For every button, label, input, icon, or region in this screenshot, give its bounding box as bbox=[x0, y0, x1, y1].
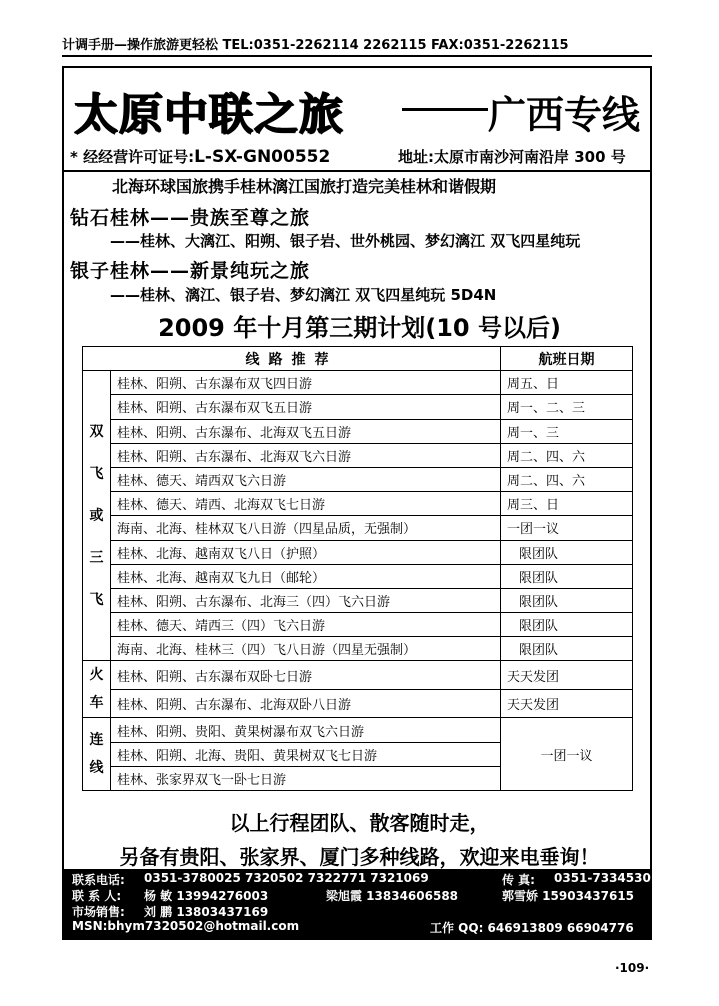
route-cell: 桂林、德天、靖西、北海双飞七日游 bbox=[111, 492, 501, 516]
route-cell: 桂林、德天、靖西双飞六日游 bbox=[111, 467, 501, 491]
table-row bbox=[83, 637, 633, 661]
days-cell: 天天发团 bbox=[501, 689, 633, 718]
person-label: 联 系 人: bbox=[72, 889, 122, 903]
top-bar: 计调手册—操作旅游更轻松 TEL:0351-2262114 2262115 FAX:0351-2262115 bbox=[62, 38, 569, 53]
table-header-row bbox=[83, 347, 633, 371]
days-cell: 周一、三 bbox=[501, 419, 633, 443]
group-label-train: 火 车 bbox=[83, 661, 111, 718]
sales-person: 刘 鹏 13803437169 bbox=[144, 905, 269, 919]
table-row bbox=[83, 540, 633, 564]
days-cell: 周二、四、六 bbox=[501, 467, 633, 491]
header-subtitle: 广西专线 bbox=[488, 93, 641, 137]
route-cell: 桂林、阳朔、古东瀑布双飞四日游 bbox=[111, 371, 501, 395]
table-row bbox=[83, 564, 633, 588]
table-row bbox=[83, 689, 633, 718]
table-row bbox=[83, 588, 633, 612]
phone-label: 联系电话: bbox=[72, 873, 125, 887]
contact-box bbox=[64, 869, 650, 938]
sales-label: 市场销售: bbox=[72, 905, 125, 919]
route-cell: 桂林、阳朔、古东瀑布双卧七日游 bbox=[111, 661, 501, 690]
table-row bbox=[83, 492, 633, 516]
days-cell: 限团队 bbox=[501, 588, 633, 612]
days-cell: 周五、日 bbox=[501, 371, 633, 395]
header-title: 太原中联之旅 bbox=[74, 89, 344, 140]
days-cell: 一团一议 bbox=[501, 516, 633, 540]
route-cell: 桂林、张家界双飞一卧七日游 bbox=[111, 766, 501, 790]
days-cell: 天天发团 bbox=[501, 661, 633, 690]
route-cell: 桂林、德天、靖西三（四）飞六日游 bbox=[111, 613, 501, 637]
header bbox=[74, 78, 644, 140]
qq-numbers: 工作 QQ: 646913809 66904776 bbox=[430, 921, 634, 935]
days-cell: 周一、二、三 bbox=[501, 395, 633, 419]
table-row bbox=[83, 371, 633, 395]
note-line-2: 另备有贵阳、张家界、厦门多种线路，欢迎来电垂询！ bbox=[119, 845, 600, 869]
table-row bbox=[83, 443, 633, 467]
note-line-1: 以上行程团队、散客随时走， bbox=[229, 811, 490, 835]
slogan: 北海环球国旅携手桂林漓江国旅打造完美桂林和谐假期 bbox=[112, 177, 497, 196]
route-cell: 桂林、北海、越南双飞八日（护照） bbox=[111, 540, 501, 564]
table-row bbox=[83, 395, 633, 419]
route-cell: 桂林、阳朔、古东瀑布、北海双飞五日游 bbox=[111, 419, 501, 443]
address: 地址:太原市南沙河南沿岸 300 号 bbox=[398, 148, 626, 166]
product-title-1: 钻石桂林——贵族至尊之旅 bbox=[70, 207, 311, 229]
fax-label: 传 真: bbox=[502, 873, 535, 887]
person-2: 梁旭霞 13834606588 bbox=[326, 889, 459, 903]
table-row bbox=[83, 718, 633, 742]
product-desc-1: ——桂林、大漓江、阳朔、银子岩、世外桃园、梦幻漓江 双飞四星纯玩 bbox=[110, 232, 581, 250]
table-row bbox=[83, 516, 633, 540]
table-header-days: 航班日期 bbox=[501, 347, 633, 371]
route-cell: 桂林、阳朔、古东瀑布、北海三（四）飞六日游 bbox=[111, 588, 501, 612]
days-cell: 限团队 bbox=[501, 540, 633, 564]
table-row bbox=[83, 467, 633, 491]
product-title-2: 银子桂林——新景纯玩之旅 bbox=[70, 260, 311, 282]
days-cell: 限团队 bbox=[501, 637, 633, 661]
person-1: 杨 敏 13994276003 bbox=[144, 889, 269, 903]
route-cell: 海南、北海、桂林双飞八日游（四星品质，无强制） bbox=[111, 516, 501, 540]
header-dash bbox=[402, 108, 488, 111]
top-bar-divider bbox=[62, 55, 652, 57]
days-cell: 限团队 bbox=[501, 613, 633, 637]
days-cell-shared: 一团一议 bbox=[501, 718, 633, 791]
group-label-combined: 连 线 bbox=[83, 718, 111, 791]
route-cell: 桂林、阳朔、古东瀑布、北海双卧八日游 bbox=[111, 689, 501, 718]
route-cell: 桂林、阳朔、贵阳、黄果树瀑布双飞六日游 bbox=[111, 718, 501, 742]
person-3: 郭雪娇 15903437615 bbox=[502, 889, 635, 903]
route-cell: 桂林、阳朔、古东瀑布双飞五日游 bbox=[111, 395, 501, 419]
license bbox=[70, 146, 330, 167]
product-desc-2: ——桂林、漓江、银子岩、梦幻漓江 双飞四星纯玩 5D4N bbox=[110, 286, 497, 304]
table-header-route: 线路推荐 bbox=[83, 347, 501, 371]
fax-number: 0351-7334530 bbox=[554, 871, 651, 885]
route-cell: 海南、北海、桂林三（四）飞八日游（四星无强制） bbox=[111, 637, 501, 661]
page-number: ·109· bbox=[615, 961, 650, 975]
table-row bbox=[83, 419, 633, 443]
plan-title: 2009 年十月第三期计划(10 号以后) bbox=[158, 314, 561, 342]
group-label-flight: 双 飞 或 三 飞 bbox=[83, 371, 111, 661]
phone-numbers: 0351-3780025 7320502 7322771 7321069 bbox=[144, 871, 429, 885]
license-divider bbox=[64, 170, 650, 172]
days-cell: 周三、日 bbox=[501, 492, 633, 516]
route-cell: 桂林、阳朔、北海、贵阳、黄果树双飞七日游 bbox=[111, 742, 501, 766]
license-label: * 经经营许可证号: bbox=[70, 148, 195, 166]
table-row bbox=[83, 613, 633, 637]
route-cell: 桂林、北海、越南双飞九日（邮轮） bbox=[111, 564, 501, 588]
days-cell: 周二、四、六 bbox=[501, 443, 633, 467]
msn-address: MSN:bhym7320502@hotmail.com bbox=[72, 919, 300, 933]
route-cell: 桂林、阳朔、古东瀑布、北海双飞六日游 bbox=[111, 443, 501, 467]
days-cell: 限团队 bbox=[501, 564, 633, 588]
table-row bbox=[83, 661, 633, 690]
route-table bbox=[82, 346, 633, 791]
license-code: L-SX-GN00552 bbox=[194, 147, 331, 167]
